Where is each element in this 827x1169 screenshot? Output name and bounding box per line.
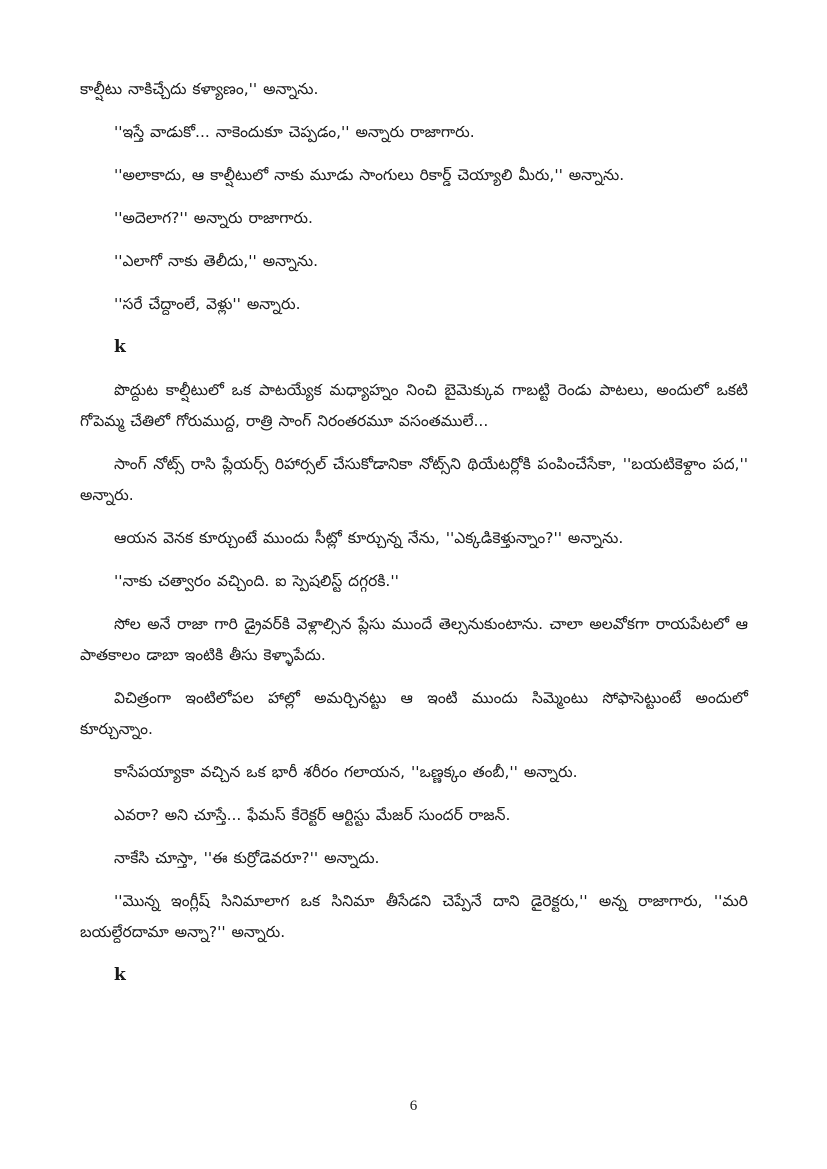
paragraph-16: ''మొన్న ఇంగ్లీష్ సినిమాలాగ ఒక సినిమా తీసేడని చెప్పేనే దాని డైరెక్టరు,'' అన్న రాజాగారు, ''మరి బయల్దేరదామా అన్నా?'' అన్నారు. bbox=[80, 892, 748, 941]
paragraph-9: ఆయన వెనక కూర్చుంటే ముందు సీట్లో కూర్చున్న నేను, ''ఎక్కడికెళ్తున్నాం?'' అన్నాను. bbox=[114, 529, 624, 547]
paragraph-10: ''నాకు చత్వారం వచ్చింది. ఐ స్పెషలిస్ట్ దగ్గరకి.'' bbox=[114, 572, 399, 590]
paragraph-1: కాల్షీటు నాకిచ్చేదు కళ్యాణం,'' అన్నాను. bbox=[80, 80, 319, 98]
body-text bbox=[80, 74, 748, 1003]
paragraph-6: ''సరే చేద్దాంలే, వెళ్లు'' అన్నారు. bbox=[114, 295, 301, 313]
paragraph-4: ''అదెలాగ?'' అన్నారు రాజాగారు. bbox=[114, 209, 313, 227]
section-separator-2: k bbox=[114, 965, 126, 985]
paragraph-7: పొద్దుట కాల్షీటులో ఒక పాటయ్యేక మధ్యాహ్నం నించి బైమెక్కువ గాబట్టి రెండు పాటలు, అందులో ఒకటి గోపెమ్మ చేతిలో గోరుముద్ద, రాత్రి సాంగ్ నిరంతరమూ వసంతములే... bbox=[80, 381, 748, 430]
paragraph-11: సోల అనే రాజా గారి డ్రైవర్‌కి వెళ్లాల్సిన ప్లేసు ముందే తెల్సనుకుంటాను. చాలా అలవోకగా రాయపేటలో ఆ పాతకాలం డాబా ఇంటికి తీసు కెళ్ళాపేదు. bbox=[80, 615, 748, 664]
paragraph-14: ఎవరా? అని చూస్తే... ఫేమస్ కేరెక్టర్ ఆర్టిస్టు మేజర్ సుందర్ రాజన్. bbox=[114, 806, 511, 824]
paragraph-5: ''ఎలాగో నాకు తెలీదు,'' అన్నాను. bbox=[114, 252, 319, 270]
section-separator-1: k bbox=[114, 337, 126, 357]
paragraph-13: కాసేపయ్యాకా వచ్చిన ఒక భారీ శరీరం గలాయన, ''ఒణ్ణక్కం తంబీ,'' అన్నారు. bbox=[114, 763, 578, 781]
paragraph-8: సాంగ్ నోట్స్ రాసి ప్లేయర్స్ రిహార్సల్ చేసుకోడానికా నోట్స్‌ని థియేటర్లోకి పంపించేసేకా, ''బయటికెళ్దాం పద,'' అన్నారు. bbox=[80, 455, 748, 504]
paragraph-3: ''అలాకాదు, ఆ కాల్షీటులో నాకు మూడు సాంగులు రికార్డ్ చెయ్యాలి మీరు,'' అన్నాను. bbox=[114, 166, 625, 184]
paragraph-12: విచిత్రంగా ఇంటిలోపల హాల్లో అమర్చినట్టు ఆ ఇంటి ముందు సిమ్మెంటు సోఫాసెట్టుంటే అందులో కూర్చున్నాం. bbox=[80, 689, 748, 738]
paragraph-2: ''ఇస్తే వాడుకో... నాకెందుకూ చెప్పడం,'' అన్నారు రాజాగారు. bbox=[114, 123, 475, 141]
page-number: 6 bbox=[409, 1098, 418, 1114]
paragraph-15: నాకేసి చూస్తా, ''ఈ కుర్రోడెవరూ?'' అన్నాదు. bbox=[114, 849, 380, 867]
